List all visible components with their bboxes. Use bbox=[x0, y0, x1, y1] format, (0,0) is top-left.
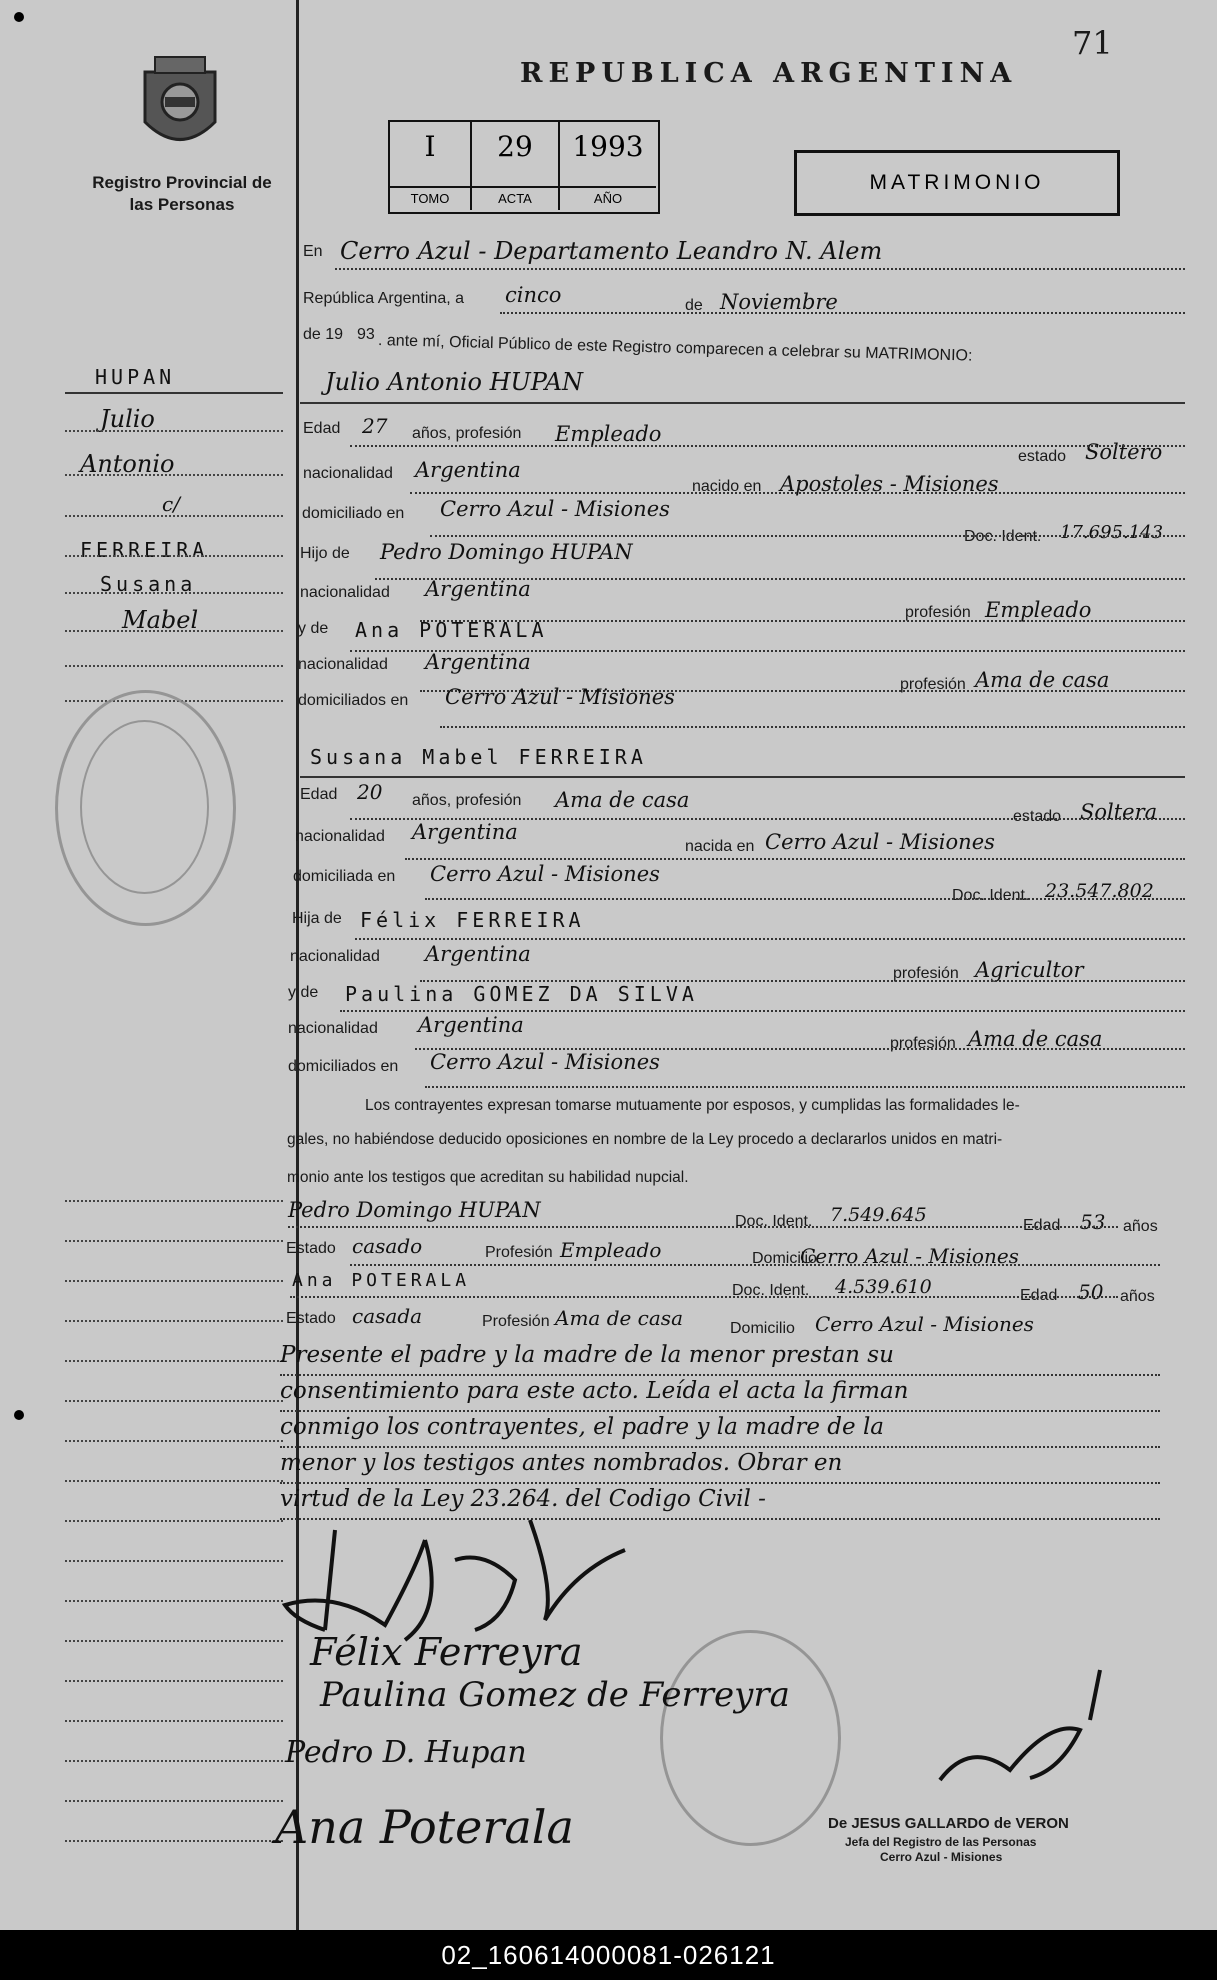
margin-name-line: Susana bbox=[100, 572, 197, 596]
record-type-box: MATRIMONIO bbox=[794, 150, 1120, 216]
label-y-de: y de bbox=[298, 620, 329, 637]
margin-name-line: Antonio bbox=[80, 450, 175, 478]
label-domiciliados: domiciliados en bbox=[298, 692, 409, 709]
margin-name-line: Julio bbox=[100, 405, 155, 433]
witness-estado: casada bbox=[352, 1304, 423, 1328]
bride-age: 20 bbox=[357, 780, 383, 804]
label-edad: Edad bbox=[300, 786, 338, 803]
witness-age: 50 bbox=[1078, 1280, 1104, 1304]
bride-profession: Ama de casa bbox=[555, 788, 690, 812]
note-line: virtud de la Ley 23.264. del Codigo Civil - bbox=[280, 1486, 766, 1512]
intro-statement: . ante mí, Oficial Público de este Registro comparecen a celebrar su MATRIMONIO: bbox=[377, 332, 973, 365]
label-estado: Estado bbox=[286, 1310, 336, 1327]
bride-birthplace: Cerro Azul - Misiones bbox=[765, 830, 995, 854]
note-line: consentimiento para este acto. Leída el acta la firman bbox=[280, 1378, 909, 1404]
witness-domicile: Cerro Azul - Misiones bbox=[800, 1244, 1019, 1268]
label-edad: Edad bbox=[1020, 1287, 1058, 1304]
groom-father: Pedro Domingo HUPAN bbox=[380, 540, 633, 564]
label-profesion: profesión bbox=[893, 965, 959, 982]
label-nacionalidad: nacionalidad bbox=[300, 584, 390, 601]
witness-domicile: Cerro Azul - Misiones bbox=[815, 1312, 1034, 1336]
label-anios: años bbox=[1123, 1218, 1158, 1235]
record-reference-box bbox=[388, 120, 660, 214]
groom-age: 27 bbox=[362, 414, 388, 438]
margin-name-line: Mabel bbox=[122, 606, 199, 634]
declaration-line: Los contrayentes expresan tomarse mutuamente por esposos, y cumplidas las formalidades le- bbox=[365, 1097, 1020, 1114]
bride-father-nationality: Argentina bbox=[425, 942, 531, 966]
label-de: de bbox=[685, 297, 703, 314]
day-value: cinco bbox=[505, 283, 562, 307]
bride-doc: 23.547.802 bbox=[1045, 880, 1154, 902]
groom-mother-nationality: Argentina bbox=[425, 650, 531, 674]
label-nacido: nacido en bbox=[692, 478, 762, 495]
signature: Ana Poterala bbox=[275, 1800, 574, 1854]
bride-parents-domicile: Cerro Azul - Misiones bbox=[430, 1050, 660, 1074]
bride-mother-nationality: Argentina bbox=[418, 1013, 524, 1037]
bride-mother: Paulina GOMEZ DA SILVA bbox=[345, 982, 698, 1006]
page-number: 71 bbox=[1072, 24, 1113, 62]
label-profesion: años, profesión bbox=[412, 792, 522, 809]
witness-estado: casado bbox=[352, 1234, 423, 1258]
label-domicilio: Domicilio bbox=[752, 1250, 817, 1267]
signature-scribble bbox=[275, 1510, 635, 1650]
image-caption: 02_160614000081-026121 bbox=[0, 1930, 1217, 1980]
bride-mother-profession: Ama de casa bbox=[968, 1027, 1103, 1051]
groom-profession: Empleado bbox=[555, 422, 662, 446]
margin-name-line: FERREIRA bbox=[80, 538, 209, 562]
label-domicilio: Domicilio bbox=[730, 1320, 795, 1337]
label-doc: Doc. Ident. bbox=[732, 1282, 810, 1299]
label-edad: Edad bbox=[1023, 1217, 1061, 1234]
label-anios: años bbox=[1120, 1288, 1155, 1305]
note-line: conmigo los contrayentes, el padre y la madre de la bbox=[280, 1414, 885, 1440]
bride-nationality: Argentina bbox=[412, 820, 518, 844]
bride-name: Susana Mabel FERREIRA bbox=[310, 745, 647, 769]
label-doc: Doc. Ident. bbox=[964, 528, 1042, 545]
label-profesion: profesión bbox=[890, 1035, 956, 1052]
label-hija-de: Hija de bbox=[292, 910, 342, 927]
groom-mother-profession: Ama de casa bbox=[975, 668, 1110, 692]
witness-age: 53 bbox=[1080, 1210, 1106, 1234]
label-year: de 19 bbox=[303, 326, 344, 343]
witness-name: Ana POTERALA bbox=[292, 1270, 471, 1291]
label-domiciliados: domiciliados en bbox=[288, 1058, 399, 1075]
acta-label: ACTA bbox=[472, 186, 558, 206]
label-doc: Doc. Ident. bbox=[735, 1213, 813, 1230]
punch-hole bbox=[14, 12, 24, 22]
anio-value: 1993 bbox=[572, 130, 644, 163]
note-line: Presente el padre y la madre de la menor prestan su bbox=[280, 1342, 894, 1368]
margin-divider bbox=[65, 392, 283, 394]
bride-father-profession: Agricultor bbox=[975, 958, 1084, 982]
official-name: De JESUS GALLARDO de VERON bbox=[828, 1815, 1069, 1832]
tomo-label: TOMO bbox=[390, 186, 470, 206]
label-republica: República Argentina, a bbox=[303, 290, 464, 307]
label-profesion: años, profesión bbox=[412, 425, 522, 442]
official-signature-scribble bbox=[930, 1660, 1130, 1800]
label-y-de: y de bbox=[288, 984, 319, 1001]
punch-hole bbox=[14, 1410, 24, 1420]
note-line: menor y los testigos antes nombrados. Obrar en bbox=[280, 1450, 843, 1476]
anio-label: AÑO bbox=[560, 186, 656, 206]
groom-parents-domicile: Cerro Azul - Misiones bbox=[445, 685, 675, 709]
registry-name: Registro Provincial de las Personas bbox=[92, 173, 272, 214]
tomo-cell bbox=[390, 122, 472, 210]
label-profesion: profesión bbox=[900, 676, 966, 693]
groom-domicile: Cerro Azul - Misiones bbox=[440, 497, 670, 521]
label-domiciliado: domiciliado en bbox=[302, 505, 405, 522]
page-title: REPUBLICA ARGENTINA bbox=[520, 58, 1018, 89]
witness-profession: Ama de casa bbox=[555, 1306, 683, 1330]
groom-father-profession: Empleado bbox=[985, 598, 1092, 622]
groom-doc: 17.695.143 bbox=[1060, 522, 1164, 543]
label-edad: Edad bbox=[303, 420, 341, 437]
declaration-line: monio ante los testigos que acreditan su habilidad nupcial. bbox=[287, 1169, 689, 1186]
margin-name-line: c/ bbox=[162, 492, 180, 516]
label-nacida: nacida en bbox=[685, 838, 755, 855]
label-profesion: Profesión bbox=[485, 1244, 553, 1261]
year-value: 93 bbox=[357, 326, 375, 343]
place-value: Cerro Azul - Departamento Leandro N. Alem bbox=[340, 237, 883, 265]
witness-name: Pedro Domingo HUPAN bbox=[288, 1198, 541, 1222]
signature: Pedro D. Hupan bbox=[285, 1735, 527, 1770]
label-doc: Doc. Ident. bbox=[952, 887, 1030, 904]
anio-cell bbox=[560, 122, 656, 210]
label-nacionalidad: nacionalidad bbox=[288, 1020, 378, 1037]
label-estado: Estado bbox=[286, 1240, 336, 1257]
margin-surname: HUPAN bbox=[95, 365, 176, 389]
bride-estado: Soltera bbox=[1080, 800, 1158, 824]
witness-doc: 7.549.645 bbox=[830, 1204, 927, 1226]
month-value: Noviembre bbox=[720, 290, 838, 314]
signature: Félix Ferreyra bbox=[310, 1630, 583, 1674]
label-estado: estado bbox=[1013, 808, 1062, 825]
witness-doc: 4.539.610 bbox=[835, 1276, 932, 1298]
label-en: En bbox=[303, 243, 323, 260]
registry-emblem-icon bbox=[135, 52, 225, 162]
groom-nationality: Argentina bbox=[415, 458, 521, 482]
groom-name: Julio Antonio HUPAN bbox=[325, 368, 584, 396]
signature: Paulina Gomez de Ferreyra bbox=[320, 1675, 790, 1715]
groom-birthplace: Apostoles - Misiones bbox=[780, 472, 999, 496]
label-profesion: Profesión bbox=[482, 1313, 550, 1330]
official-seal-stamp bbox=[660, 1630, 841, 1846]
groom-mother: Ana POTERALA bbox=[355, 618, 548, 642]
official-seal-stamp-inner bbox=[80, 720, 209, 894]
label-nacionalidad: nacionalidad bbox=[303, 465, 393, 482]
bride-domicile: Cerro Azul - Misiones bbox=[430, 862, 660, 886]
label-domiciliada: domiciliada en bbox=[293, 868, 396, 885]
groom-father-nationality: Argentina bbox=[425, 577, 531, 601]
label-estado: estado bbox=[1018, 448, 1067, 465]
official-title: Jefa del Registro de las Personas bbox=[845, 1835, 1037, 1849]
witness-profession: Empleado bbox=[560, 1238, 662, 1262]
official-location: Cerro Azul - Misiones bbox=[880, 1850, 1003, 1864]
label-nacionalidad: nacionalidad bbox=[290, 948, 380, 965]
acta-value: 29 bbox=[497, 130, 533, 163]
groom-estado: Soltero bbox=[1085, 440, 1163, 464]
bride-father: Félix FERREIRA bbox=[360, 908, 585, 932]
label-nacionalidad: nacionalidad bbox=[298, 656, 388, 673]
label-profesion: profesión bbox=[905, 604, 971, 621]
declaration-line: gales, no habiéndose deducido oposiciones en nombre de la Ley procedo a declararlos unidos en matri- bbox=[287, 1131, 1003, 1148]
tomo-value: I bbox=[424, 130, 436, 163]
acta-cell bbox=[472, 122, 560, 210]
label-nacionalidad: nacionalidad bbox=[295, 828, 385, 845]
label-hijo-de: Hijo de bbox=[300, 545, 350, 562]
